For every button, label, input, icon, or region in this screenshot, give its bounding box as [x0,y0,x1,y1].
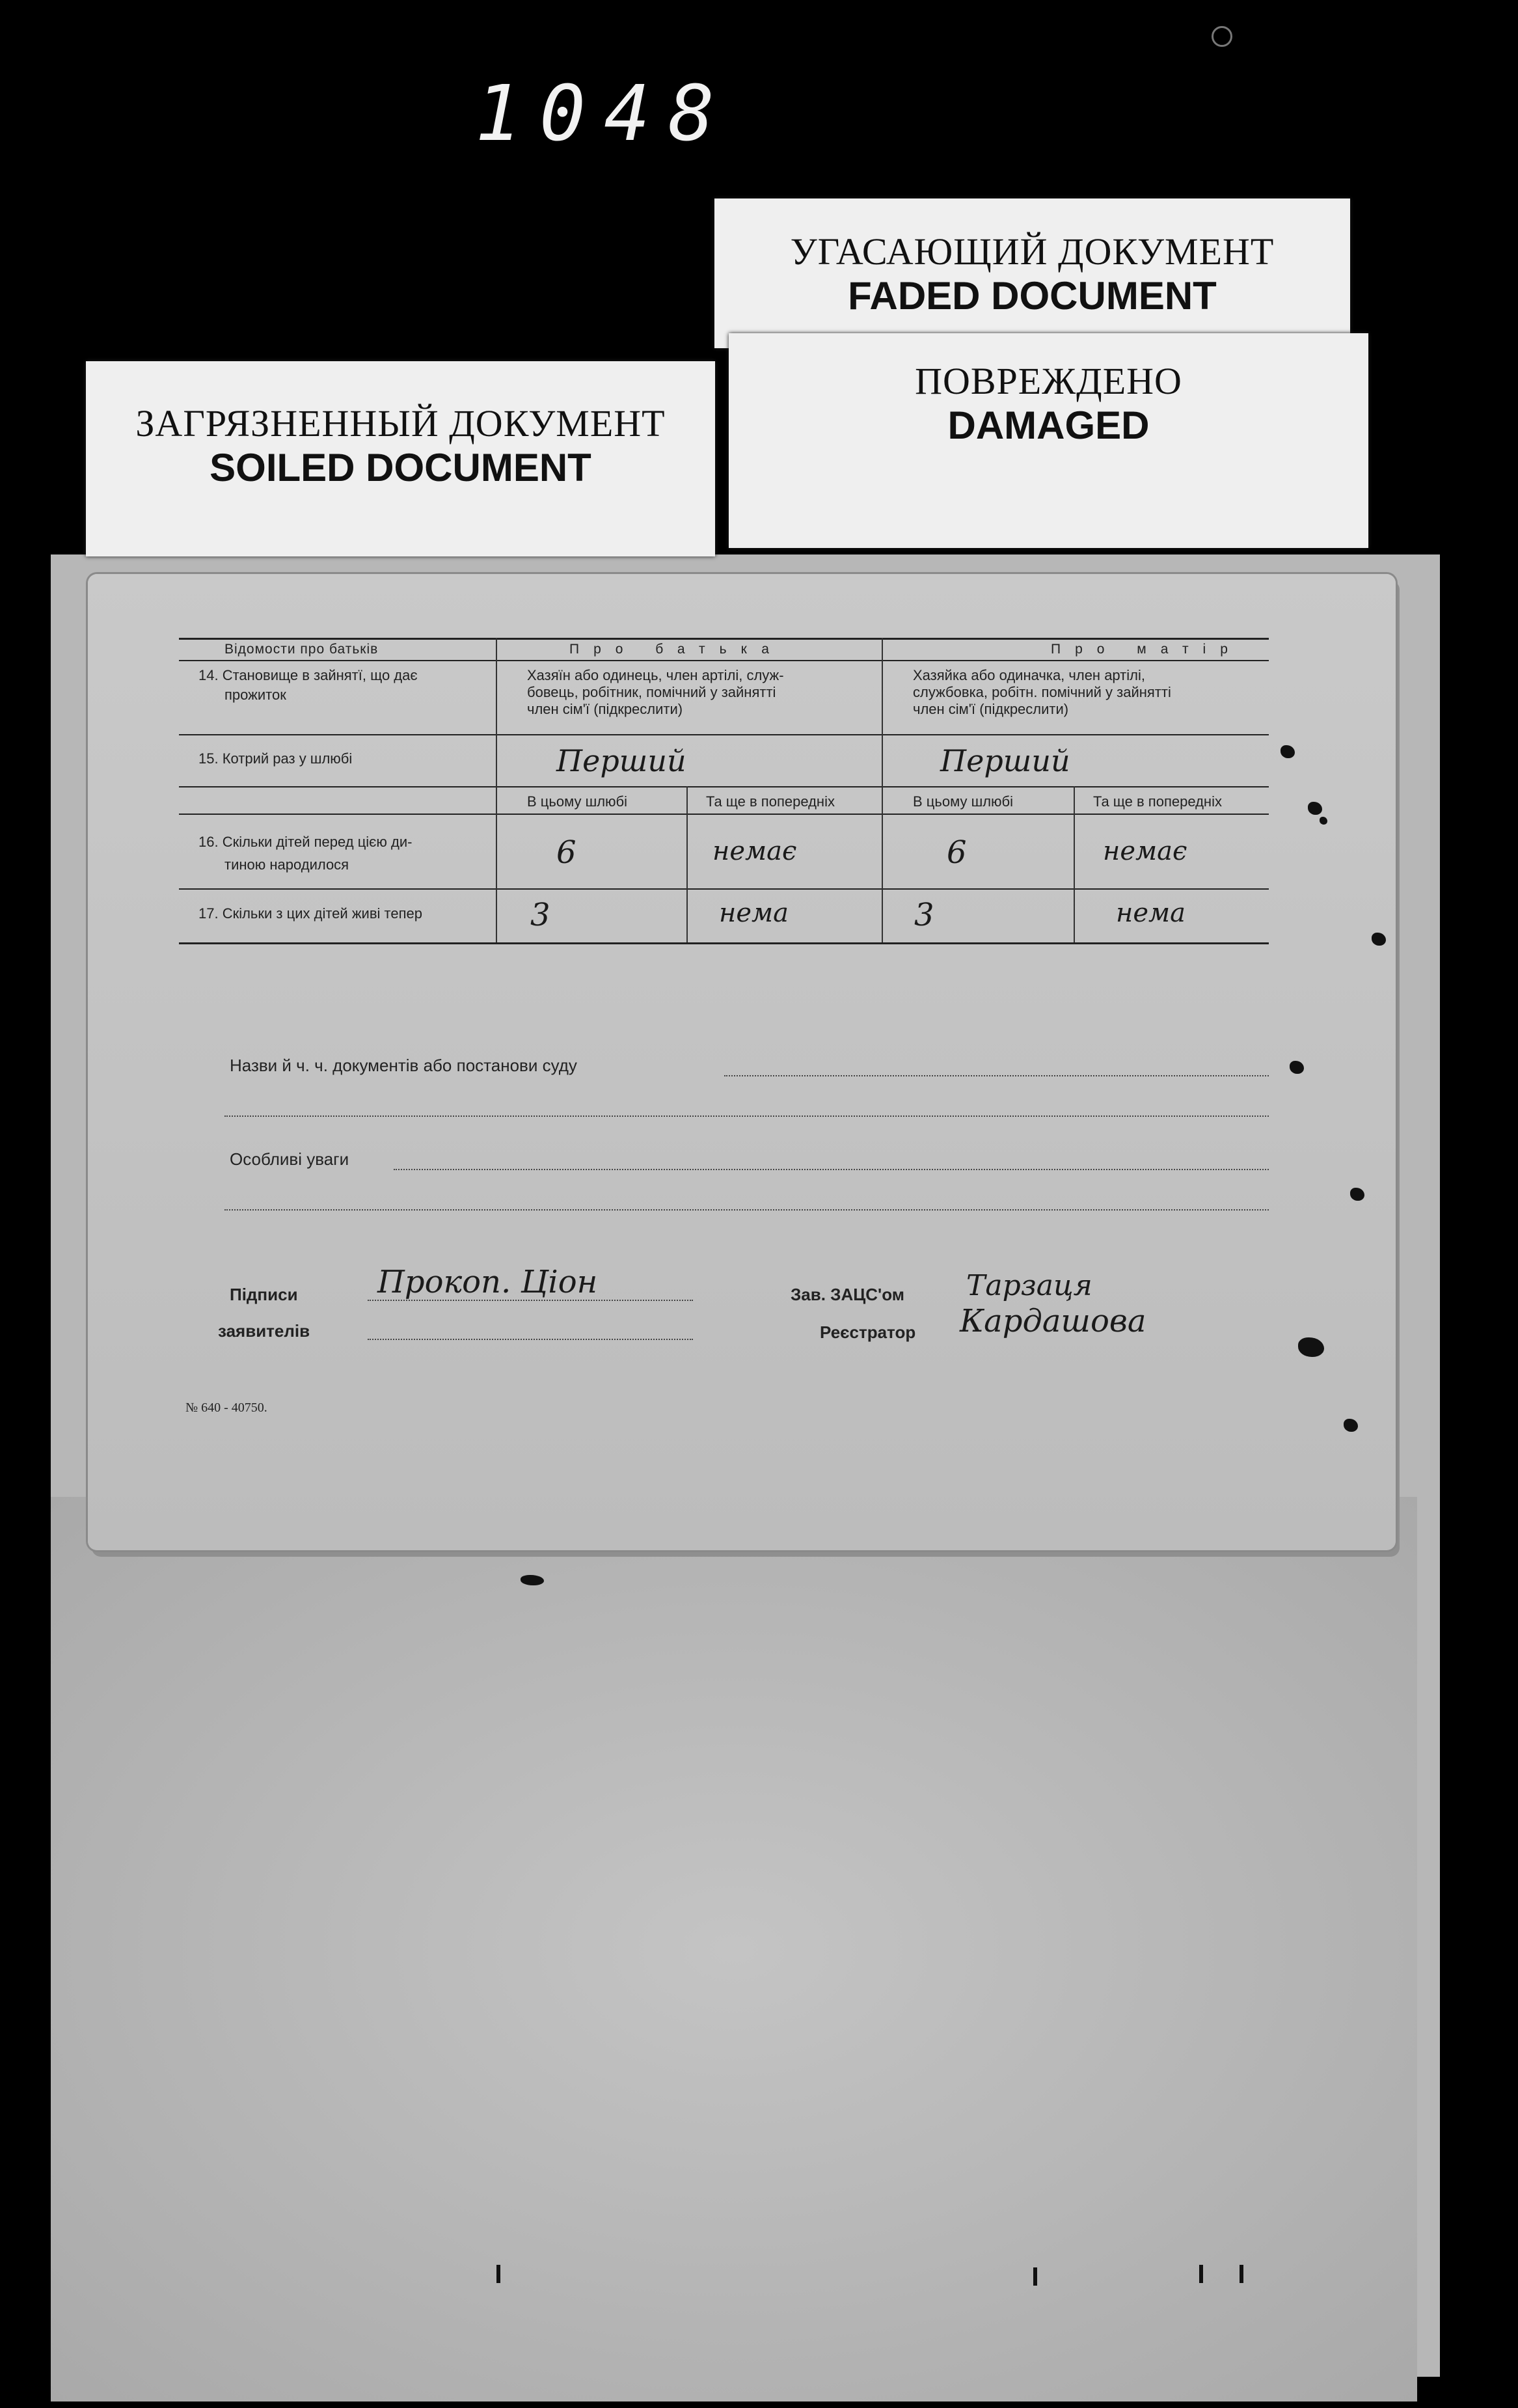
punch-hole [1320,817,1327,825]
faded-card-en: FADED DOCUMENT [848,274,1217,318]
col-divider-father [686,786,688,942]
backing-board-lower [51,1497,1417,2401]
zags-label: Зав. ЗАЦС'ом [791,1285,904,1304]
signature-line-2 [368,1339,693,1340]
faded-document-card [714,198,1350,348]
ring-mark [1212,26,1232,47]
applicant-signature: Прокоп. Ціон [377,1264,598,1300]
board-tick [1240,2265,1243,2283]
punch-hole [1350,1188,1364,1201]
notes-line-2 [224,1209,1269,1211]
row15-rule [179,786,1269,787]
form-code: № 640 - 40750. [185,1401,267,1415]
row16-father-this: 6 [556,834,576,871]
row14-father-3: член сім'ї (підкреслити) [527,701,683,717]
row14-label-2: прожиток [224,687,286,703]
row15-mother-value: Перший [940,743,1070,778]
col-divider-1 [496,638,497,942]
punch-hole [1290,1061,1304,1074]
zags-signature: Тарзаця [966,1269,1092,1302]
punch-hole [1281,745,1295,758]
row14-label-1: 14. Становище в зайнятї, що дає [198,667,418,683]
punch-hole [1344,1419,1358,1432]
header-parents-info: Відомости про батьків [224,642,379,657]
signature-line-1 [368,1300,693,1301]
subheader-mother-this: В цьому шлюбі [913,793,1014,810]
subheader-father-prev: Та ще в попередніх [706,793,835,810]
documents-line-1 [724,1075,1269,1076]
documents-label: Назви й ч. ч. документів або постанови суду [230,1056,577,1075]
col-divider-mother [1074,786,1075,942]
notes-line-1 [394,1169,1269,1170]
registrar-label: Реєстратор [820,1322,916,1342]
row14-rule [179,734,1269,735]
punch-hole [1308,802,1322,815]
row16-label-2: тиною народилося [224,856,349,873]
frame-number: 1048 [475,68,733,158]
documents-line-2 [224,1115,1269,1117]
row16-rule [179,888,1269,890]
row15-father-value: Перший [556,743,686,778]
row16-label-1: 16. Скільки дітей перед цією ди- [198,834,413,850]
row14-father-1: Хазяїн або одинець, член артілі, служ- [527,667,784,683]
damaged-card-ru: ПОВРЕЖДЕНО [915,360,1182,402]
signatures-label-2: заявителів [218,1321,310,1341]
subheader-rule [179,814,1269,815]
row16-mother-prev: немає [1103,836,1187,866]
damaged-card-en: DAMAGED [947,404,1150,447]
registry-form-sheet [88,574,1396,1550]
row16-mother-this: 6 [947,834,967,871]
notes-label: Особливі уваги [230,1149,349,1169]
row14-father-2: бовець, робітник, помічний у зайнятті [527,684,776,700]
header-father: Про батька [569,642,783,657]
soiled-card-ru: ЗАГРЯЗНЕННЫЙ ДОКУМЕНТ [135,402,666,445]
header-mother: Про матір [1051,642,1242,657]
header-rule [179,660,1269,661]
board-tick [1199,2265,1203,2283]
board-tick [1033,2267,1037,2286]
punch-hole [1372,933,1386,946]
table-top-rule [179,638,1269,640]
subheader-mother-prev: Та ще в попередніх [1093,793,1222,810]
col-divider-2 [882,638,883,942]
row17-father-this: 3 [530,897,550,933]
row15-label: 15. Котрий раз у шлюбі [198,750,353,767]
signatures-label-1: Підписи [230,1285,298,1304]
registrar-signature: Кардашова [960,1303,1146,1339]
row17-mother-prev: нема [1116,898,1186,928]
row14-mother-3: член сім'ї (підкреслити) [913,701,1069,717]
row14-mother-1: Хазяйка або одиначка, член артілі, [913,667,1145,683]
table-bottom-rule [179,942,1269,944]
faded-card-ru: УГАСАЮЩИЙ ДОКУМЕНТ [790,230,1275,273]
row17-father-prev: нема [719,898,789,928]
damaged-card [729,333,1368,548]
row17-mother-this: 3 [914,897,934,933]
board-tick [496,2265,500,2283]
punch-hole [521,1575,544,1585]
subheader-father-this: В цьому шлюбі [527,793,628,810]
soiled-document-card [86,361,715,556]
row16-father-prev: немає [712,836,797,866]
row14-mother-2: службовка, робітн. помічний у зайнятті [913,684,1171,700]
soiled-card-en: SOILED DOCUMENT [210,446,591,489]
row17-label: 17. Скільки з цих дітей живі тепер [198,905,422,922]
